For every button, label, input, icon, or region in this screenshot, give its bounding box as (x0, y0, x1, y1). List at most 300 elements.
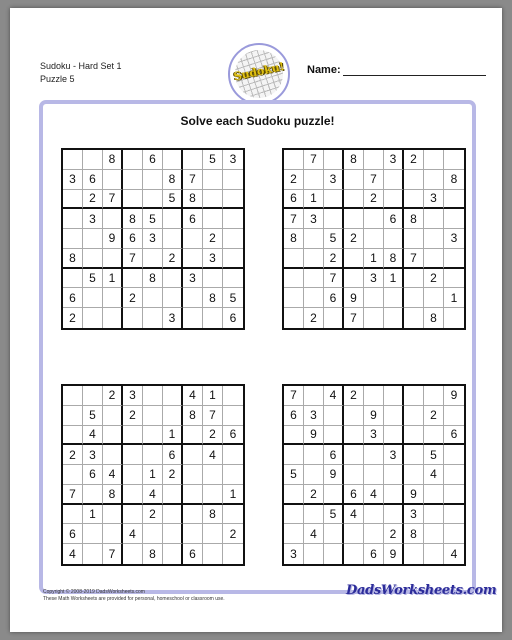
sudoku-cell[interactable]: 3 (83, 445, 103, 465)
sudoku-cell[interactable] (384, 190, 404, 210)
sudoku-cell[interactable] (123, 308, 143, 328)
sudoku-cell[interactable]: 1 (163, 426, 183, 446)
sudoku-cell[interactable]: 3 (384, 445, 404, 465)
sudoku-cell[interactable] (364, 505, 384, 525)
sudoku-cell[interactable] (404, 288, 424, 308)
sudoku-cell[interactable]: 7 (183, 170, 203, 190)
sudoku-cell[interactable] (324, 209, 344, 229)
sudoku-cell[interactable] (324, 150, 344, 170)
sudoku-cell[interactable]: 7 (123, 249, 143, 269)
sudoku-cell[interactable] (344, 524, 364, 544)
sudoku-cell[interactable]: 7 (103, 190, 123, 210)
sudoku-cell[interactable]: 2 (424, 269, 444, 289)
sudoku-cell[interactable] (424, 544, 444, 564)
sudoku-cell[interactable] (304, 269, 324, 289)
sudoku-cell[interactable]: 6 (444, 426, 464, 446)
sudoku-cell[interactable]: 8 (344, 150, 364, 170)
sudoku-cell[interactable] (364, 465, 384, 485)
sudoku-cell[interactable] (364, 229, 384, 249)
sudoku-cell[interactable] (163, 288, 183, 308)
sudoku-cell[interactable] (304, 170, 324, 190)
sudoku-cell[interactable]: 1 (444, 288, 464, 308)
sudoku-cell[interactable] (223, 229, 243, 249)
sudoku-cell[interactable] (163, 485, 183, 505)
sudoku-cell[interactable]: 7 (344, 308, 364, 328)
sudoku-cell[interactable]: 9 (344, 288, 364, 308)
sudoku-cell[interactable] (424, 249, 444, 269)
sudoku-cell[interactable]: 8 (284, 229, 304, 249)
sudoku-cell[interactable] (63, 269, 83, 289)
sudoku-cell[interactable] (83, 485, 103, 505)
sudoku-cell[interactable] (344, 544, 364, 564)
sudoku-cell[interactable] (123, 465, 143, 485)
sudoku-cell[interactable]: 6 (63, 288, 83, 308)
sudoku-cell[interactable] (203, 269, 223, 289)
sudoku-cell[interactable] (103, 445, 123, 465)
sudoku-cell[interactable]: 8 (63, 249, 83, 269)
sudoku-cell[interactable] (404, 190, 424, 210)
sudoku-cell[interactable]: 3 (163, 308, 183, 328)
sudoku-cell[interactable]: 1 (223, 485, 243, 505)
sudoku-cell[interactable] (183, 288, 203, 308)
sudoku-cell[interactable] (404, 229, 424, 249)
sudoku-cell[interactable] (163, 386, 183, 406)
sudoku-cell[interactable] (123, 485, 143, 505)
sudoku-cell[interactable] (183, 485, 203, 505)
sudoku-cell[interactable]: 2 (163, 249, 183, 269)
sudoku-cell[interactable] (324, 426, 344, 446)
sudoku-cell[interactable] (444, 308, 464, 328)
sudoku-cell[interactable]: 7 (284, 386, 304, 406)
sudoku-cell[interactable] (203, 308, 223, 328)
sudoku-cell[interactable] (83, 249, 103, 269)
sudoku-cell[interactable] (344, 426, 364, 446)
sudoku-cell[interactable] (304, 386, 324, 406)
sudoku-cell[interactable]: 3 (324, 170, 344, 190)
sudoku-cell[interactable]: 3 (304, 209, 324, 229)
sudoku-cell[interactable]: 4 (123, 524, 143, 544)
sudoku-cell[interactable]: 3 (284, 544, 304, 564)
sudoku-cell[interactable]: 2 (223, 524, 243, 544)
sudoku-cell[interactable] (63, 209, 83, 229)
sudoku-cell[interactable] (424, 524, 444, 544)
sudoku-cell[interactable] (364, 288, 384, 308)
sudoku-cell[interactable] (304, 544, 324, 564)
sudoku-cell[interactable] (324, 406, 344, 426)
sudoku-cell[interactable] (63, 150, 83, 170)
sudoku-cell[interactable]: 1 (83, 505, 103, 525)
sudoku-cell[interactable]: 4 (143, 485, 163, 505)
sudoku-cell[interactable] (364, 308, 384, 328)
sudoku-cell[interactable] (404, 445, 424, 465)
sudoku-cell[interactable]: 8 (183, 406, 203, 426)
sudoku-cell[interactable] (223, 445, 243, 465)
sudoku-cell[interactable] (344, 465, 364, 485)
sudoku-cell[interactable] (143, 249, 163, 269)
sudoku-cell[interactable] (143, 308, 163, 328)
sudoku-cell[interactable] (384, 386, 404, 406)
sudoku-cell[interactable] (183, 445, 203, 465)
sudoku-cell[interactable] (444, 505, 464, 525)
sudoku-cell[interactable]: 6 (183, 544, 203, 564)
sudoku-cell[interactable] (183, 524, 203, 544)
sudoku-cell[interactable]: 4 (63, 544, 83, 564)
sudoku-cell[interactable] (223, 465, 243, 485)
sudoku-cell[interactable] (324, 190, 344, 210)
sudoku-cell[interactable] (83, 544, 103, 564)
sudoku-cell[interactable]: 4 (424, 465, 444, 485)
sudoku-cell[interactable] (304, 505, 324, 525)
sudoku-cell[interactable]: 7 (63, 485, 83, 505)
sudoku-cell[interactable]: 2 (203, 229, 223, 249)
sudoku-cell[interactable] (103, 406, 123, 426)
sudoku-cell[interactable]: 6 (229, 311, 237, 326)
sudoku-cell[interactable] (63, 190, 83, 210)
sudoku-cell[interactable] (123, 150, 143, 170)
sudoku-cell[interactable]: 6 (183, 209, 203, 229)
sudoku-cell[interactable] (384, 426, 404, 446)
sudoku-cell[interactable]: 6 (63, 524, 83, 544)
sudoku-cell[interactable]: 2 (284, 170, 304, 190)
sudoku-cell[interactable]: 7 (103, 544, 123, 564)
sudoku-cell[interactable]: 4 (450, 547, 458, 562)
sudoku-cell[interactable]: 7 (404, 249, 424, 269)
sudoku-cell[interactable] (384, 170, 404, 190)
sudoku-cell[interactable]: 3 (364, 426, 384, 446)
sudoku-cell[interactable] (103, 170, 123, 190)
sudoku-cell[interactable]: 5 (163, 190, 183, 210)
sudoku-cell[interactable]: 2 (344, 229, 364, 249)
sudoku-cell[interactable]: 4 (83, 426, 103, 446)
sudoku-cell[interactable] (404, 406, 424, 426)
sudoku-cell[interactable] (324, 308, 344, 328)
sudoku-cell[interactable]: 7 (324, 269, 344, 289)
sudoku-cell[interactable]: 3 (404, 505, 424, 525)
sudoku-cell[interactable] (384, 308, 404, 328)
sudoku-cell[interactable]: 6 (83, 170, 103, 190)
sudoku-cell[interactable]: 5 (83, 406, 103, 426)
sudoku-cell[interactable] (103, 308, 123, 328)
sudoku-cell[interactable]: 1 (143, 465, 163, 485)
sudoku-cell[interactable]: 9 (103, 229, 123, 249)
sudoku-cell[interactable]: 2 (304, 485, 324, 505)
sudoku-cell[interactable]: 9 (384, 544, 404, 564)
sudoku-cell[interactable]: 2 (83, 190, 103, 210)
sudoku-cell[interactable] (203, 544, 223, 564)
sudoku-cell[interactable]: 6 (344, 485, 364, 505)
sudoku-cell[interactable]: 6 (364, 544, 384, 564)
sudoku-cell[interactable] (83, 288, 103, 308)
sudoku-cell[interactable] (284, 445, 304, 465)
sudoku-cell[interactable]: 4 (103, 465, 123, 485)
sudoku-cell[interactable] (404, 269, 424, 289)
sudoku-cell[interactable]: 8 (203, 505, 223, 525)
sudoku-cell[interactable] (304, 229, 324, 249)
sudoku-cell[interactable]: 3 (203, 249, 223, 269)
sudoku-cell[interactable] (163, 544, 183, 564)
sudoku-cell[interactable]: 2 (143, 505, 163, 525)
sudoku-cell[interactable] (143, 524, 163, 544)
sudoku-cell[interactable]: 6 (384, 209, 404, 229)
sudoku-cell[interactable] (143, 426, 163, 446)
sudoku-cell[interactable]: 1 (304, 190, 324, 210)
sudoku-cell[interactable] (284, 524, 304, 544)
sudoku-cell[interactable]: 4 (183, 386, 203, 406)
sudoku-cell[interactable] (444, 485, 464, 505)
sudoku-cell[interactable] (384, 406, 404, 426)
sudoku-cell[interactable] (324, 485, 344, 505)
sudoku-cell[interactable] (143, 445, 163, 465)
sudoku-cell[interactable]: 2 (123, 288, 143, 308)
sudoku-cell[interactable] (63, 386, 83, 406)
sudoku-cell[interactable]: 3 (143, 229, 163, 249)
sudoku-cell[interactable] (143, 170, 163, 190)
sudoku-cell[interactable]: 6 (284, 406, 304, 426)
sudoku-cell[interactable]: 2 (103, 386, 123, 406)
sudoku-cell[interactable] (163, 505, 183, 525)
sudoku-cell[interactable] (83, 524, 103, 544)
sudoku-cell[interactable]: 4 (344, 505, 364, 525)
sudoku-cell[interactable] (163, 524, 183, 544)
sudoku-cell[interactable] (183, 505, 203, 525)
sudoku-cell[interactable]: 8 (103, 150, 123, 170)
sudoku-cell[interactable] (63, 465, 83, 485)
sudoku-cell[interactable] (424, 229, 444, 249)
sudoku-cell[interactable] (143, 406, 163, 426)
sudoku-cell[interactable] (203, 485, 223, 505)
sudoku-cell[interactable] (304, 465, 324, 485)
sudoku-cell[interactable]: 2 (424, 406, 444, 426)
sudoku-cell[interactable] (424, 505, 444, 525)
sudoku-cell[interactable] (404, 465, 424, 485)
sudoku-cell[interactable] (444, 269, 464, 289)
sudoku-cell[interactable] (444, 465, 464, 485)
sudoku-cell[interactable]: 3 (223, 150, 243, 170)
sudoku-cell[interactable]: 5 (83, 269, 103, 289)
sudoku-cell[interactable]: 4 (304, 524, 324, 544)
sudoku-cell[interactable] (404, 386, 424, 406)
sudoku-cell[interactable] (364, 524, 384, 544)
sudoku-cell[interactable] (344, 406, 364, 426)
sudoku-cell[interactable] (63, 426, 83, 446)
sudoku-cell[interactable]: 2 (63, 445, 83, 465)
sudoku-cell[interactable] (203, 170, 223, 190)
sudoku-cell[interactable]: 8 (163, 170, 183, 190)
sudoku-cell[interactable] (103, 524, 123, 544)
sudoku-cell[interactable]: 2 (203, 426, 223, 446)
sudoku-cell[interactable] (284, 288, 304, 308)
sudoku-cell[interactable] (163, 269, 183, 289)
sudoku-cell[interactable]: 8 (123, 209, 143, 229)
sudoku-cell[interactable] (123, 445, 143, 465)
sudoku-cell[interactable]: 5 (324, 505, 344, 525)
sudoku-cell[interactable]: 3 (123, 386, 143, 406)
sudoku-cell[interactable] (324, 524, 344, 544)
sudoku-cell[interactable] (123, 505, 143, 525)
sudoku-cell[interactable]: 6 (324, 288, 344, 308)
sudoku-cell[interactable]: 8 (404, 524, 424, 544)
sudoku-cell[interactable]: 2 (364, 190, 384, 210)
sudoku-cell[interactable] (183, 150, 203, 170)
sudoku-cell[interactable]: 2 (304, 308, 324, 328)
sudoku-cell[interactable] (404, 426, 424, 446)
sudoku-cell[interactable] (284, 249, 304, 269)
sudoku-cell[interactable] (364, 209, 384, 229)
sudoku-cell[interactable] (424, 170, 444, 190)
sudoku-cell[interactable]: 9 (364, 406, 384, 426)
sudoku-cell[interactable] (364, 386, 384, 406)
sudoku-cell[interactable] (444, 445, 464, 465)
sudoku-cell[interactable]: 2 (123, 406, 143, 426)
sudoku-cell[interactable] (364, 150, 384, 170)
sudoku-cell[interactable]: 5 (324, 229, 344, 249)
sudoku-cell[interactable] (404, 170, 424, 190)
sudoku-cell[interactable] (83, 386, 103, 406)
sudoku-cell[interactable] (203, 524, 223, 544)
sudoku-cell[interactable]: 3 (384, 150, 404, 170)
sudoku-cell[interactable] (83, 229, 103, 249)
sudoku-cell[interactable]: 7 (364, 170, 384, 190)
sudoku-cell[interactable]: 8 (183, 190, 203, 210)
sudoku-cell[interactable] (183, 249, 203, 269)
sudoku-cell[interactable] (424, 288, 444, 308)
sudoku-cell[interactable]: 9 (304, 426, 324, 446)
sudoku-cell[interactable] (384, 229, 404, 249)
sudoku-cell[interactable] (404, 544, 424, 564)
sudoku-cell[interactable] (344, 445, 364, 465)
sudoku-cell[interactable] (284, 505, 304, 525)
sudoku-cell[interactable]: 6 (163, 445, 183, 465)
sudoku-cell[interactable] (183, 465, 203, 485)
sudoku-cell[interactable] (143, 190, 163, 210)
sudoku-cell[interactable]: 1 (203, 386, 223, 406)
sudoku-cell[interactable] (223, 505, 243, 525)
sudoku-cell[interactable] (123, 544, 143, 564)
sudoku-cell[interactable] (284, 485, 304, 505)
sudoku-cell[interactable]: 5 (223, 288, 243, 308)
sudoku-cell[interactable]: 6 (223, 426, 243, 446)
sudoku-cell[interactable]: 4 (364, 485, 384, 505)
sudoku-cell[interactable] (103, 288, 123, 308)
sudoku-cell[interactable]: 3 (364, 269, 384, 289)
sudoku-cell[interactable]: 6 (123, 229, 143, 249)
sudoku-cell[interactable]: 9 (404, 485, 424, 505)
sudoku-cell[interactable]: 8 (444, 170, 464, 190)
sudoku-cell[interactable] (103, 426, 123, 446)
sudoku-cell[interactable] (63, 406, 83, 426)
sudoku-cell[interactable]: 3 (83, 209, 103, 229)
sudoku-cell[interactable]: 3 (304, 406, 324, 426)
sudoku-cell[interactable]: 6 (143, 150, 163, 170)
sudoku-cell[interactable]: 6 (324, 445, 344, 465)
sudoku-cell[interactable] (163, 150, 183, 170)
sudoku-cell[interactable] (444, 249, 464, 269)
sudoku-cell[interactable]: 7 (203, 406, 223, 426)
sudoku-cell[interactable] (384, 505, 404, 525)
sudoku-cell[interactable] (183, 426, 203, 446)
sudoku-cell[interactable] (364, 445, 384, 465)
sudoku-cell[interactable] (284, 269, 304, 289)
sudoku-cell[interactable] (203, 465, 223, 485)
sudoku-cell[interactable] (223, 249, 243, 269)
sudoku-cell[interactable] (344, 269, 364, 289)
sudoku-cell[interactable] (223, 190, 243, 210)
sudoku-cell[interactable] (424, 485, 444, 505)
sudoku-cell[interactable] (223, 386, 243, 406)
sudoku-cell[interactable] (163, 229, 183, 249)
sudoku-cell[interactable] (424, 209, 444, 229)
sudoku-cell[interactable] (63, 505, 83, 525)
sudoku-cell[interactable]: 2 (63, 308, 83, 328)
sudoku-cell[interactable]: 8 (103, 485, 123, 505)
sudoku-cell[interactable]: 6 (284, 190, 304, 210)
sudoku-cell[interactable] (223, 544, 243, 564)
sudoku-cell[interactable] (444, 209, 464, 229)
sudoku-cell[interactable] (324, 544, 344, 564)
sudoku-cell[interactable] (344, 190, 364, 210)
sudoku-cell[interactable] (203, 209, 223, 229)
sudoku-cell[interactable] (344, 249, 364, 269)
sudoku-cell[interactable]: 4 (324, 386, 344, 406)
sudoku-cell[interactable]: 9 (324, 465, 344, 485)
sudoku-cell[interactable] (404, 308, 424, 328)
sudoku-cell[interactable] (284, 426, 304, 446)
sudoku-cell[interactable] (444, 190, 464, 210)
sudoku-cell[interactable] (284, 308, 304, 328)
sudoku-cell[interactable]: 1 (384, 269, 404, 289)
sudoku-cell[interactable] (103, 505, 123, 525)
sudoku-cell[interactable] (183, 229, 203, 249)
sudoku-cell[interactable]: 6 (83, 465, 103, 485)
sudoku-cell[interactable]: 2 (344, 386, 364, 406)
sudoku-cell[interactable] (123, 269, 143, 289)
sudoku-cell[interactable]: 2 (404, 150, 424, 170)
sudoku-cell[interactable] (143, 386, 163, 406)
sudoku-cell[interactable] (63, 229, 83, 249)
sudoku-cell[interactable]: 8 (143, 269, 163, 289)
sudoku-cell[interactable] (304, 249, 324, 269)
sudoku-cell[interactable] (223, 406, 243, 426)
sudoku-cell[interactable]: 2 (163, 465, 183, 485)
sudoku-cell[interactable] (424, 426, 444, 446)
sudoku-cell[interactable]: 7 (284, 209, 304, 229)
sudoku-cell[interactable]: 8 (203, 288, 223, 308)
sudoku-cell[interactable] (143, 288, 163, 308)
sudoku-cell[interactable]: 8 (384, 249, 404, 269)
sudoku-cell[interactable]: 2 (324, 249, 344, 269)
sudoku-cell[interactable]: 5 (424, 445, 444, 465)
sudoku-cell[interactable] (103, 249, 123, 269)
sudoku-cell[interactable]: 5 (143, 209, 163, 229)
sudoku-cell[interactable]: 7 (304, 150, 324, 170)
sudoku-cell[interactable]: 8 (404, 209, 424, 229)
sudoku-cell[interactable] (304, 445, 324, 465)
sudoku-cell[interactable] (83, 150, 103, 170)
sudoku-cell[interactable] (163, 406, 183, 426)
sudoku-cell[interactable]: 1 (103, 269, 123, 289)
sudoku-cell[interactable] (163, 209, 183, 229)
sudoku-cell[interactable]: 3 (424, 190, 444, 210)
sudoku-cell[interactable] (304, 288, 324, 308)
sudoku-cell[interactable]: 9 (444, 386, 464, 406)
sudoku-cell[interactable]: 5 (203, 150, 223, 170)
sudoku-cell[interactable] (384, 288, 404, 308)
sudoku-cell[interactable] (424, 150, 444, 170)
sudoku-cell[interactable]: 2 (384, 524, 404, 544)
sudoku-cell[interactable] (444, 150, 464, 170)
sudoku-cell[interactable] (83, 308, 103, 328)
sudoku-cell[interactable] (444, 524, 464, 544)
